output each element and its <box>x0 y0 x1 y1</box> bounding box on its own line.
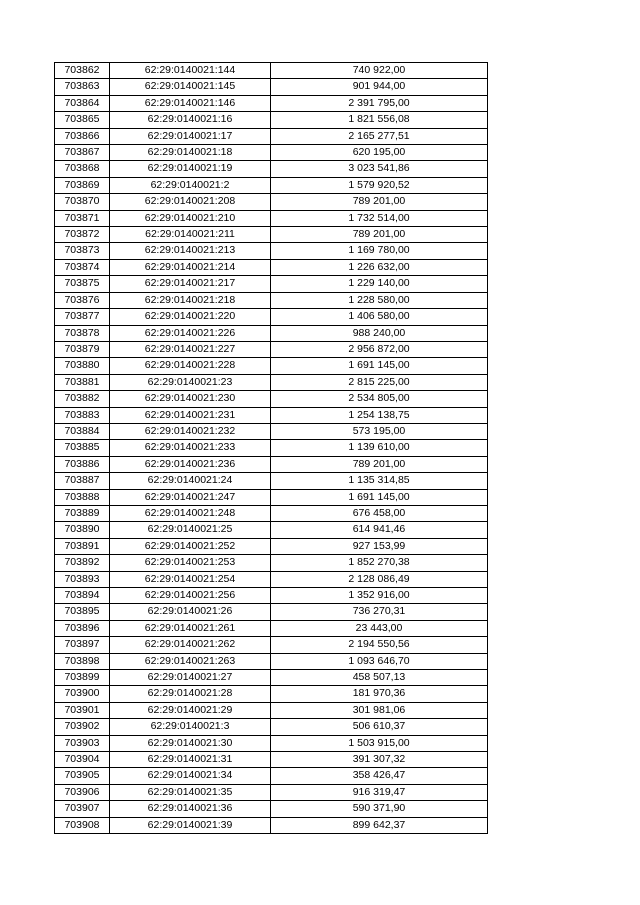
table-row <box>55 653 488 669</box>
cadastral-number-cell: 62:29:0140021:25 <box>110 522 271 538</box>
table-row <box>55 358 488 374</box>
cadastral-value-cell: 2 165 277,51 <box>271 128 488 144</box>
cadastral-number-cell: 62:29:0140021:217 <box>110 276 271 292</box>
cadastral-value-cell: 1 228 580,00 <box>271 292 488 308</box>
table-row <box>55 341 488 357</box>
cadastral-number-cell: 62:29:0140021:144 <box>110 63 271 79</box>
row-number-cell: 703903 <box>55 735 110 751</box>
row-number-cell: 703898 <box>55 653 110 669</box>
cadastral-value-cell: 789 201,00 <box>271 456 488 472</box>
row-number-cell: 703870 <box>55 194 110 210</box>
cadastral-number-cell: 62:29:0140021:2 <box>110 177 271 193</box>
table-body <box>55 63 488 834</box>
cadastral-value-cell: 1 352 916,00 <box>271 588 488 604</box>
table-row <box>55 702 488 718</box>
table-row <box>55 686 488 702</box>
row-number-cell: 703867 <box>55 145 110 161</box>
cadastral-number-cell: 62:29:0140021:146 <box>110 95 271 111</box>
row-number-cell: 703908 <box>55 817 110 833</box>
table-row <box>55 259 488 275</box>
table-row <box>55 161 488 177</box>
cadastral-number-cell: 62:29:0140021:263 <box>110 653 271 669</box>
row-number-cell: 703886 <box>55 456 110 472</box>
cadastral-value-cell: 1 169 780,00 <box>271 243 488 259</box>
table-row <box>55 604 488 620</box>
cadastral-value-cell: 573 195,00 <box>271 423 488 439</box>
cadastral-value-cell: 2 956 872,00 <box>271 341 488 357</box>
cadastral-value-cell: 23 443,00 <box>271 620 488 636</box>
table-row <box>55 588 488 604</box>
table-row <box>55 817 488 833</box>
cadastral-value-cell: 620 195,00 <box>271 145 488 161</box>
table-row <box>55 456 488 472</box>
cadastral-value-cell: 1 579 920,52 <box>271 177 488 193</box>
cadastral-number-cell: 62:29:0140021:39 <box>110 817 271 833</box>
cadastral-number-cell: 62:29:0140021:220 <box>110 309 271 325</box>
cadastral-value-cell: 901 944,00 <box>271 79 488 95</box>
cadastral-number-cell: 62:29:0140021:27 <box>110 670 271 686</box>
row-number-cell: 703877 <box>55 309 110 325</box>
table-row <box>55 670 488 686</box>
cadastral-value-cell: 927 153,99 <box>271 538 488 554</box>
table-row <box>55 112 488 128</box>
table-row <box>55 194 488 210</box>
cadastral-value-cell: 2 391 795,00 <box>271 95 488 111</box>
table-row <box>55 407 488 423</box>
table-row <box>55 784 488 800</box>
table-row <box>55 128 488 144</box>
cadastral-number-cell: 62:29:0140021:253 <box>110 555 271 571</box>
cadastral-number-cell: 62:29:0140021:24 <box>110 473 271 489</box>
cadastral-number-cell: 62:29:0140021:248 <box>110 505 271 521</box>
table-row <box>55 571 488 587</box>
cadastral-value-cell: 1 691 145,00 <box>271 489 488 505</box>
row-number-cell: 703881 <box>55 374 110 390</box>
row-number-cell: 703883 <box>55 407 110 423</box>
row-number-cell: 703879 <box>55 341 110 357</box>
cadastral-value-cell: 1 093 646,70 <box>271 653 488 669</box>
row-number-cell: 703885 <box>55 440 110 456</box>
row-number-cell: 703894 <box>55 588 110 604</box>
cadastral-number-cell: 62:29:0140021:26 <box>110 604 271 620</box>
row-number-cell: 703902 <box>55 719 110 735</box>
cadastral-number-cell: 62:29:0140021:233 <box>110 440 271 456</box>
cadastral-number-cell: 62:29:0140021:34 <box>110 768 271 784</box>
row-number-cell: 703896 <box>55 620 110 636</box>
row-number-cell: 703888 <box>55 489 110 505</box>
cadastral-number-cell: 62:29:0140021:228 <box>110 358 271 374</box>
row-number-cell: 703880 <box>55 358 110 374</box>
table-row <box>55 391 488 407</box>
cadastral-value-cell: 1 406 580,00 <box>271 309 488 325</box>
cadastral-value-cell: 1 226 632,00 <box>271 259 488 275</box>
cadastral-number-cell: 62:29:0140021:232 <box>110 423 271 439</box>
cadastral-value-cell: 3 023 541,86 <box>271 161 488 177</box>
cadastral-number-cell: 62:29:0140021:256 <box>110 588 271 604</box>
cadastral-number-cell: 62:29:0140021:36 <box>110 801 271 817</box>
cadastral-number-cell: 62:29:0140021:17 <box>110 128 271 144</box>
cadastral-value-cell: 458 507,13 <box>271 670 488 686</box>
cadastral-value-cell: 1 691 145,00 <box>271 358 488 374</box>
row-number-cell: 703891 <box>55 538 110 554</box>
cadastral-value-cell: 988 240,00 <box>271 325 488 341</box>
row-number-cell: 703872 <box>55 227 110 243</box>
table-row <box>55 325 488 341</box>
table-row <box>55 145 488 161</box>
table-row <box>55 243 488 259</box>
table-row <box>55 620 488 636</box>
cadastral-value-cell: 736 270,31 <box>271 604 488 620</box>
cadastral-value-cell: 2 194 550,56 <box>271 637 488 653</box>
table-row <box>55 292 488 308</box>
cadastral-number-cell: 62:29:0140021:262 <box>110 637 271 653</box>
cadastral-number-cell: 62:29:0140021:236 <box>110 456 271 472</box>
table-row <box>55 801 488 817</box>
cadastral-number-cell: 62:29:0140021:23 <box>110 374 271 390</box>
table-row <box>55 63 488 79</box>
cadastral-number-cell: 62:29:0140021:230 <box>110 391 271 407</box>
cadastral-number-cell: 62:29:0140021:261 <box>110 620 271 636</box>
row-number-cell: 703892 <box>55 555 110 571</box>
row-number-cell: 703871 <box>55 210 110 226</box>
table-row <box>55 210 488 226</box>
row-number-cell: 703869 <box>55 177 110 193</box>
cadastral-value-cell: 1 254 138,75 <box>271 407 488 423</box>
cadastral-number-cell: 62:29:0140021:35 <box>110 784 271 800</box>
cadastral-value-cell: 181 970,36 <box>271 686 488 702</box>
cadastral-value-cell: 301 981,06 <box>271 702 488 718</box>
cadastral-number-cell: 62:29:0140021:145 <box>110 79 271 95</box>
cadastral-value-cell: 2 534 805,00 <box>271 391 488 407</box>
row-number-cell: 703907 <box>55 801 110 817</box>
cadastral-value-cell: 614 941,46 <box>271 522 488 538</box>
cadastral-value-cell: 1 135 314,85 <box>271 473 488 489</box>
row-number-cell: 703884 <box>55 423 110 439</box>
cadastral-value-cell: 1 852 270,38 <box>271 555 488 571</box>
row-number-cell: 703900 <box>55 686 110 702</box>
row-number-cell: 703890 <box>55 522 110 538</box>
row-number-cell: 703897 <box>55 637 110 653</box>
table-row <box>55 555 488 571</box>
cadastral-value-cell: 916 319,47 <box>271 784 488 800</box>
cadastral-number-cell: 62:29:0140021:211 <box>110 227 271 243</box>
cadastral-value-cell: 1 229 140,00 <box>271 276 488 292</box>
cadastral-number-cell: 62:29:0140021:16 <box>110 112 271 128</box>
row-number-cell: 703906 <box>55 784 110 800</box>
cadastral-number-cell: 62:29:0140021:214 <box>110 259 271 275</box>
cadastral-value-cell: 789 201,00 <box>271 227 488 243</box>
table-row <box>55 768 488 784</box>
table-row <box>55 276 488 292</box>
cadastral-number-cell: 62:29:0140021:210 <box>110 210 271 226</box>
cadastral-value-cell: 1 503 915,00 <box>271 735 488 751</box>
cadastral-value-cell: 2 815 225,00 <box>271 374 488 390</box>
cadastral-number-cell: 62:29:0140021:226 <box>110 325 271 341</box>
table-row <box>55 522 488 538</box>
row-number-cell: 703866 <box>55 128 110 144</box>
row-number-cell: 703864 <box>55 95 110 111</box>
cadastral-value-cell: 899 642,37 <box>271 817 488 833</box>
cadastral-number-cell: 62:29:0140021:29 <box>110 702 271 718</box>
row-number-cell: 703901 <box>55 702 110 718</box>
cadastral-value-cell: 1 139 610,00 <box>271 440 488 456</box>
row-number-cell: 703899 <box>55 670 110 686</box>
table-row <box>55 177 488 193</box>
row-number-cell: 703876 <box>55 292 110 308</box>
cadastral-value-cell: 391 307,32 <box>271 752 488 768</box>
table-row <box>55 423 488 439</box>
cadastral-number-cell: 62:29:0140021:218 <box>110 292 271 308</box>
table-row <box>55 637 488 653</box>
table-row <box>55 489 488 505</box>
table-row <box>55 309 488 325</box>
row-number-cell: 703868 <box>55 161 110 177</box>
cadastral-value-table <box>54 62 488 834</box>
cadastral-number-cell: 62:29:0140021:227 <box>110 341 271 357</box>
cadastral-number-cell: 62:29:0140021:231 <box>110 407 271 423</box>
cadastral-value-cell: 358 426,47 <box>271 768 488 784</box>
row-number-cell: 703905 <box>55 768 110 784</box>
cadastral-number-cell: 62:29:0140021:254 <box>110 571 271 587</box>
cadastral-number-cell: 62:29:0140021:208 <box>110 194 271 210</box>
row-number-cell: 703887 <box>55 473 110 489</box>
table-row <box>55 227 488 243</box>
cadastral-number-cell: 62:29:0140021:252 <box>110 538 271 554</box>
table-row <box>55 719 488 735</box>
cadastral-number-cell: 62:29:0140021:3 <box>110 719 271 735</box>
row-number-cell: 703889 <box>55 505 110 521</box>
table-row <box>55 473 488 489</box>
row-number-cell: 703865 <box>55 112 110 128</box>
cadastral-number-cell: 62:29:0140021:18 <box>110 145 271 161</box>
row-number-cell: 703863 <box>55 79 110 95</box>
cadastral-number-cell: 62:29:0140021:31 <box>110 752 271 768</box>
cadastral-value-cell: 590 371,90 <box>271 801 488 817</box>
row-number-cell: 703882 <box>55 391 110 407</box>
row-number-cell: 703878 <box>55 325 110 341</box>
row-number-cell: 703895 <box>55 604 110 620</box>
table-row <box>55 538 488 554</box>
cadastral-number-cell: 62:29:0140021:28 <box>110 686 271 702</box>
table-row <box>55 440 488 456</box>
row-number-cell: 703874 <box>55 259 110 275</box>
row-number-cell: 703904 <box>55 752 110 768</box>
cadastral-value-cell: 1 821 556,08 <box>271 112 488 128</box>
cadastral-value-cell: 789 201,00 <box>271 194 488 210</box>
table-row <box>55 505 488 521</box>
cadastral-value-cell: 676 458,00 <box>271 505 488 521</box>
cadastral-value-cell: 2 128 086,49 <box>271 571 488 587</box>
cadastral-value-cell: 1 732 514,00 <box>271 210 488 226</box>
row-number-cell: 703862 <box>55 63 110 79</box>
cadastral-number-cell: 62:29:0140021:19 <box>110 161 271 177</box>
table-row <box>55 735 488 751</box>
row-number-cell: 703875 <box>55 276 110 292</box>
table-row <box>55 79 488 95</box>
cadastral-value-cell: 506 610,37 <box>271 719 488 735</box>
row-number-cell: 703893 <box>55 571 110 587</box>
cadastral-number-cell: 62:29:0140021:247 <box>110 489 271 505</box>
cadastral-value-cell: 740 922,00 <box>271 63 488 79</box>
table-row <box>55 374 488 390</box>
row-number-cell: 703873 <box>55 243 110 259</box>
table-row <box>55 95 488 111</box>
cadastral-number-cell: 62:29:0140021:30 <box>110 735 271 751</box>
cadastral-number-cell: 62:29:0140021:213 <box>110 243 271 259</box>
table-row <box>55 752 488 768</box>
